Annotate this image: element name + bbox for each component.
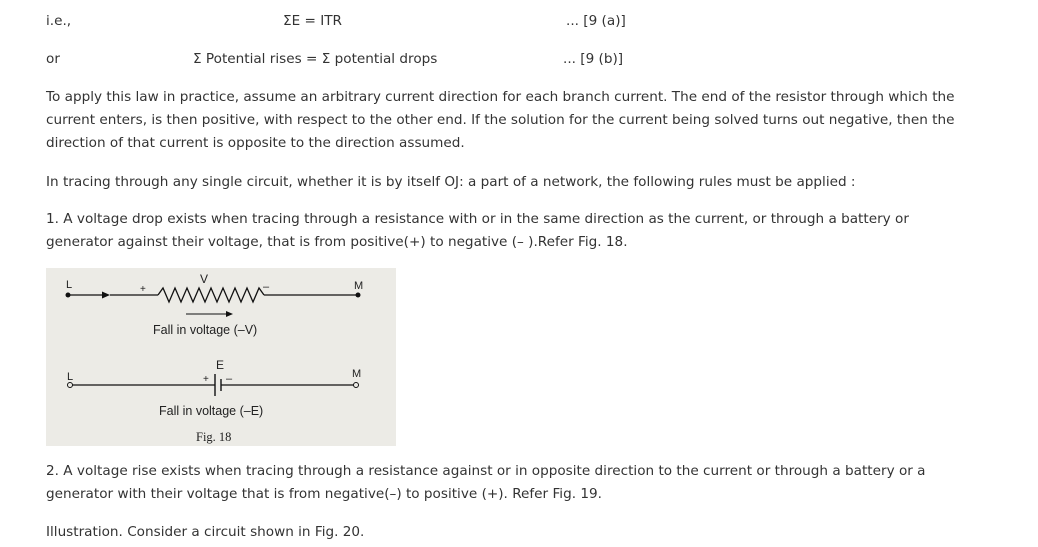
bottom-plus-sign: +	[203, 374, 209, 385]
figure-18-diagram	[46, 268, 396, 446]
bottom-terminal-l	[68, 383, 73, 388]
top-label-m: M	[354, 280, 364, 292]
bottom-label-l: L	[67, 371, 74, 383]
paragraph-illustration: Illustration. Consider a circuit shown in Fig. 20.	[46, 524, 365, 540]
paragraph-rule-1: 1. A voltage drop exists when tracing through a resistance with or in the same direction as the current, or through a battery or generator against their voltage, that is from positive(+) to negative (– ).Refer Fig. 18.	[46, 211, 909, 250]
battery-circuit	[67, 358, 361, 418]
paragraph-apply-law: To apply this law in practice, assume an arbitrary current direction for each branch current. The end of the resistor through which the current enters, is then positive, with respect to the other end. If the solution for the current being solved turns out negative, then the direction of that current is opposite to the direction assumed.	[46, 89, 955, 151]
bottom-label-e: E	[216, 358, 225, 372]
eq1-expression: ΣE = ITR	[283, 13, 342, 29]
top-label-v: V	[200, 272, 209, 286]
top-label-l: L	[66, 279, 73, 291]
top-plus-sign: +	[140, 284, 146, 295]
top-caption: Fall in voltage (–V)	[153, 323, 258, 337]
bottom-terminal-m	[354, 383, 359, 388]
paragraph-rule-2: 2. A voltage rise exists when tracing through a resistance against or in opposite direction to the current or through a battery or a generator with their voltage that is from negative(–) to positive (+). Refer Fig. 19.	[46, 463, 926, 502]
eq1-ref: ... [9 (a)]	[566, 13, 626, 29]
bottom-caption: Fall in voltage (–E)	[159, 404, 264, 418]
resistor-zigzag-icon	[158, 288, 264, 302]
bottom-label-m: M	[352, 368, 362, 380]
eq1-prefix: i.e.,	[46, 13, 72, 29]
eq2-prefix: or	[46, 51, 60, 67]
top-minus-sign: –	[263, 281, 270, 293]
paragraph-tracing-rules: In tracing through any single circuit, whether it is by itself OJ: a part of a network, the following rules must be applied :	[46, 174, 856, 190]
current-arrow-icon	[102, 292, 110, 299]
eq2-ref: ... [9 (b)]	[563, 51, 624, 67]
figure-label: Fig. 18	[196, 430, 232, 444]
bottom-minus-sign: –	[226, 373, 233, 385]
resistor-circuit	[66, 272, 364, 337]
top-terminal-m	[356, 293, 361, 298]
eq2-expression: Σ Potential rises = Σ potential drops	[193, 51, 438, 67]
figure-18	[46, 268, 396, 446]
